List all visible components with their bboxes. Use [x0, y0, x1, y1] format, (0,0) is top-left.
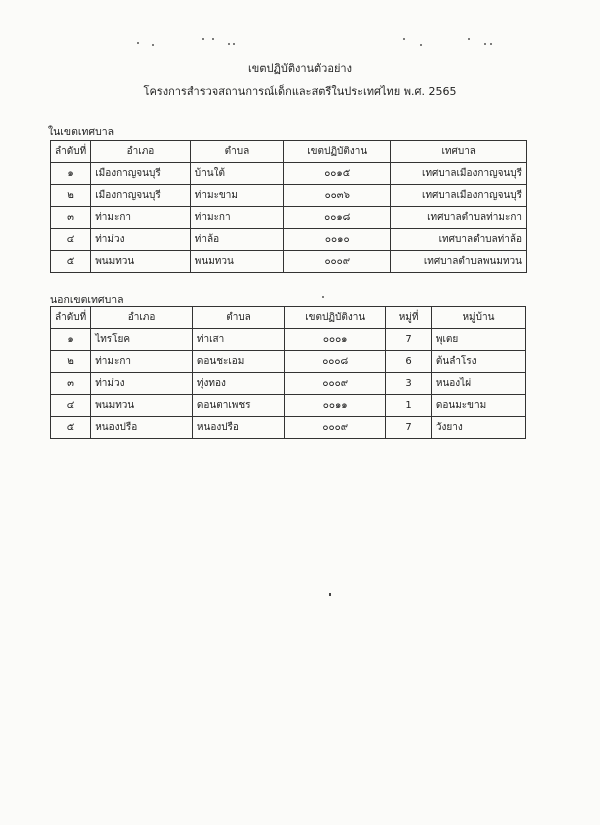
table-row: [51, 417, 526, 439]
cell-municipality: เทศบาลตำบลท่าล้อ: [391, 229, 527, 251]
cell-moo: 1: [386, 395, 432, 417]
table-row: [51, 351, 526, 373]
cell-no: ๑: [51, 329, 91, 351]
cell-no: ๕: [51, 251, 91, 273]
header-district: อำเภอ: [91, 307, 193, 329]
table-row: [51, 395, 526, 417]
cell-no: ๕: [51, 417, 91, 439]
table-row: [51, 163, 527, 185]
cell-area: ๐๐๓๖: [284, 185, 391, 207]
cell-area: ๐๐๐๙: [285, 417, 386, 439]
cell-district: หนองปรือ: [91, 417, 193, 439]
cell-district: ไทรโยค: [91, 329, 193, 351]
cell-municipality: เทศบาลตำบลพนมทวน: [391, 251, 527, 273]
table-row: [51, 207, 527, 229]
cell-district: ท่ามะกา: [91, 207, 191, 229]
cell-subdistrict: ท่ามะกา: [190, 207, 283, 229]
table-row: [51, 373, 526, 395]
cell-village: หนองไผ่: [431, 373, 525, 395]
cell-district: ท่ามะกา: [91, 351, 193, 373]
cell-area: ๐๐๐๙: [285, 373, 386, 395]
cell-no: ๒: [51, 351, 91, 373]
table-row: [51, 229, 527, 251]
cell-district: ท่าม่วง: [91, 373, 193, 395]
cell-municipality: เทศบาลเมืองกาญจนบุรี: [391, 163, 527, 185]
cell-village: วังยาง: [431, 417, 525, 439]
cell-district: พนมทวน: [91, 251, 191, 273]
document-subtitle: โครงการสำรวจสถานการณ์เด็กและสตรีในประเทศไทย พ.ศ. 2565: [143, 85, 457, 98]
cell-no: ๒: [51, 185, 91, 207]
header-area: เขตปฏิบัติงาน: [285, 307, 386, 329]
cell-moo: 7: [386, 329, 432, 351]
cell-subdistrict: ท่ามะขาม: [190, 185, 283, 207]
header-municipality: เทศบาล: [391, 141, 527, 163]
cell-municipality: เทศบาลตำบลท่ามะกา: [391, 207, 527, 229]
non-municipal-section-label: นอกเขตเทศบาล: [50, 294, 124, 306]
cell-subdistrict: ท่าล้อ: [190, 229, 283, 251]
cell-district: พนมทวน: [91, 395, 193, 417]
cell-no: ๔: [51, 229, 91, 251]
cell-subdistrict: บ้านใต้: [190, 163, 283, 185]
scan-speck: [329, 593, 331, 596]
header-subdistrict: ตำบล: [190, 141, 283, 163]
cell-subdistrict: ดอนตาเพชร: [192, 395, 284, 417]
cell-village: ดอนมะขาม: [431, 395, 525, 417]
header-no: ลำดับที่: [51, 307, 91, 329]
cell-area: ๐๐๐๙: [284, 251, 391, 273]
cell-area: ๐๐๑๑: [285, 395, 386, 417]
cell-subdistrict: ดอนชะเอม: [192, 351, 284, 373]
table-row: [51, 185, 527, 207]
header-district: อำเภอ: [91, 141, 191, 163]
header-area: เขตปฏิบัติงาน: [284, 141, 391, 163]
cell-area: ๐๐๐๘: [285, 351, 386, 373]
cell-moo: 7: [386, 417, 432, 439]
cell-no: ๑: [51, 163, 91, 185]
cell-district: เมืองกาญจนบุรี: [91, 185, 191, 207]
cell-moo: 3: [386, 373, 432, 395]
cell-subdistrict: พนมทวน: [190, 251, 283, 273]
table-row: [51, 329, 526, 351]
cell-area: ๐๐๑๘: [284, 207, 391, 229]
table-header-row: [51, 141, 527, 163]
header-village: หมู่บ้าน: [431, 307, 525, 329]
cell-subdistrict: ท่าเสา: [192, 329, 284, 351]
municipal-table: [50, 140, 527, 273]
cell-village: พุเตย: [431, 329, 525, 351]
cell-no: ๓: [51, 373, 91, 395]
cell-district: เมืองกาญจนบุรี: [91, 163, 191, 185]
municipal-section-label: ในเขตเทศบาล: [48, 126, 115, 138]
cell-no: ๔: [51, 395, 91, 417]
cell-subdistrict: หนองปรือ: [192, 417, 284, 439]
cell-village: ต้นลำโรง: [431, 351, 525, 373]
cell-area: ๐๐๐๑: [285, 329, 386, 351]
cell-moo: 6: [386, 351, 432, 373]
header-moo: หมู่ที่: [386, 307, 432, 329]
cell-area: ๐๐๑๐: [284, 229, 391, 251]
cell-district: ท่าม่วง: [91, 229, 191, 251]
cell-no: ๓: [51, 207, 91, 229]
non-municipal-table: [50, 306, 526, 439]
table-header-row: [51, 307, 526, 329]
document-title: เขตปฏิบัติงานตัวอย่าง: [248, 62, 352, 75]
header-no: ลำดับที่: [51, 141, 91, 163]
cell-subdistrict: ทุ่งทอง: [192, 373, 284, 395]
table-row: [51, 251, 527, 273]
header-subdistrict: ตำบล: [192, 307, 284, 329]
cell-area: ๐๐๑๕: [284, 163, 391, 185]
cell-municipality: เทศบาลเมืองกาญจนบุรี: [391, 185, 527, 207]
